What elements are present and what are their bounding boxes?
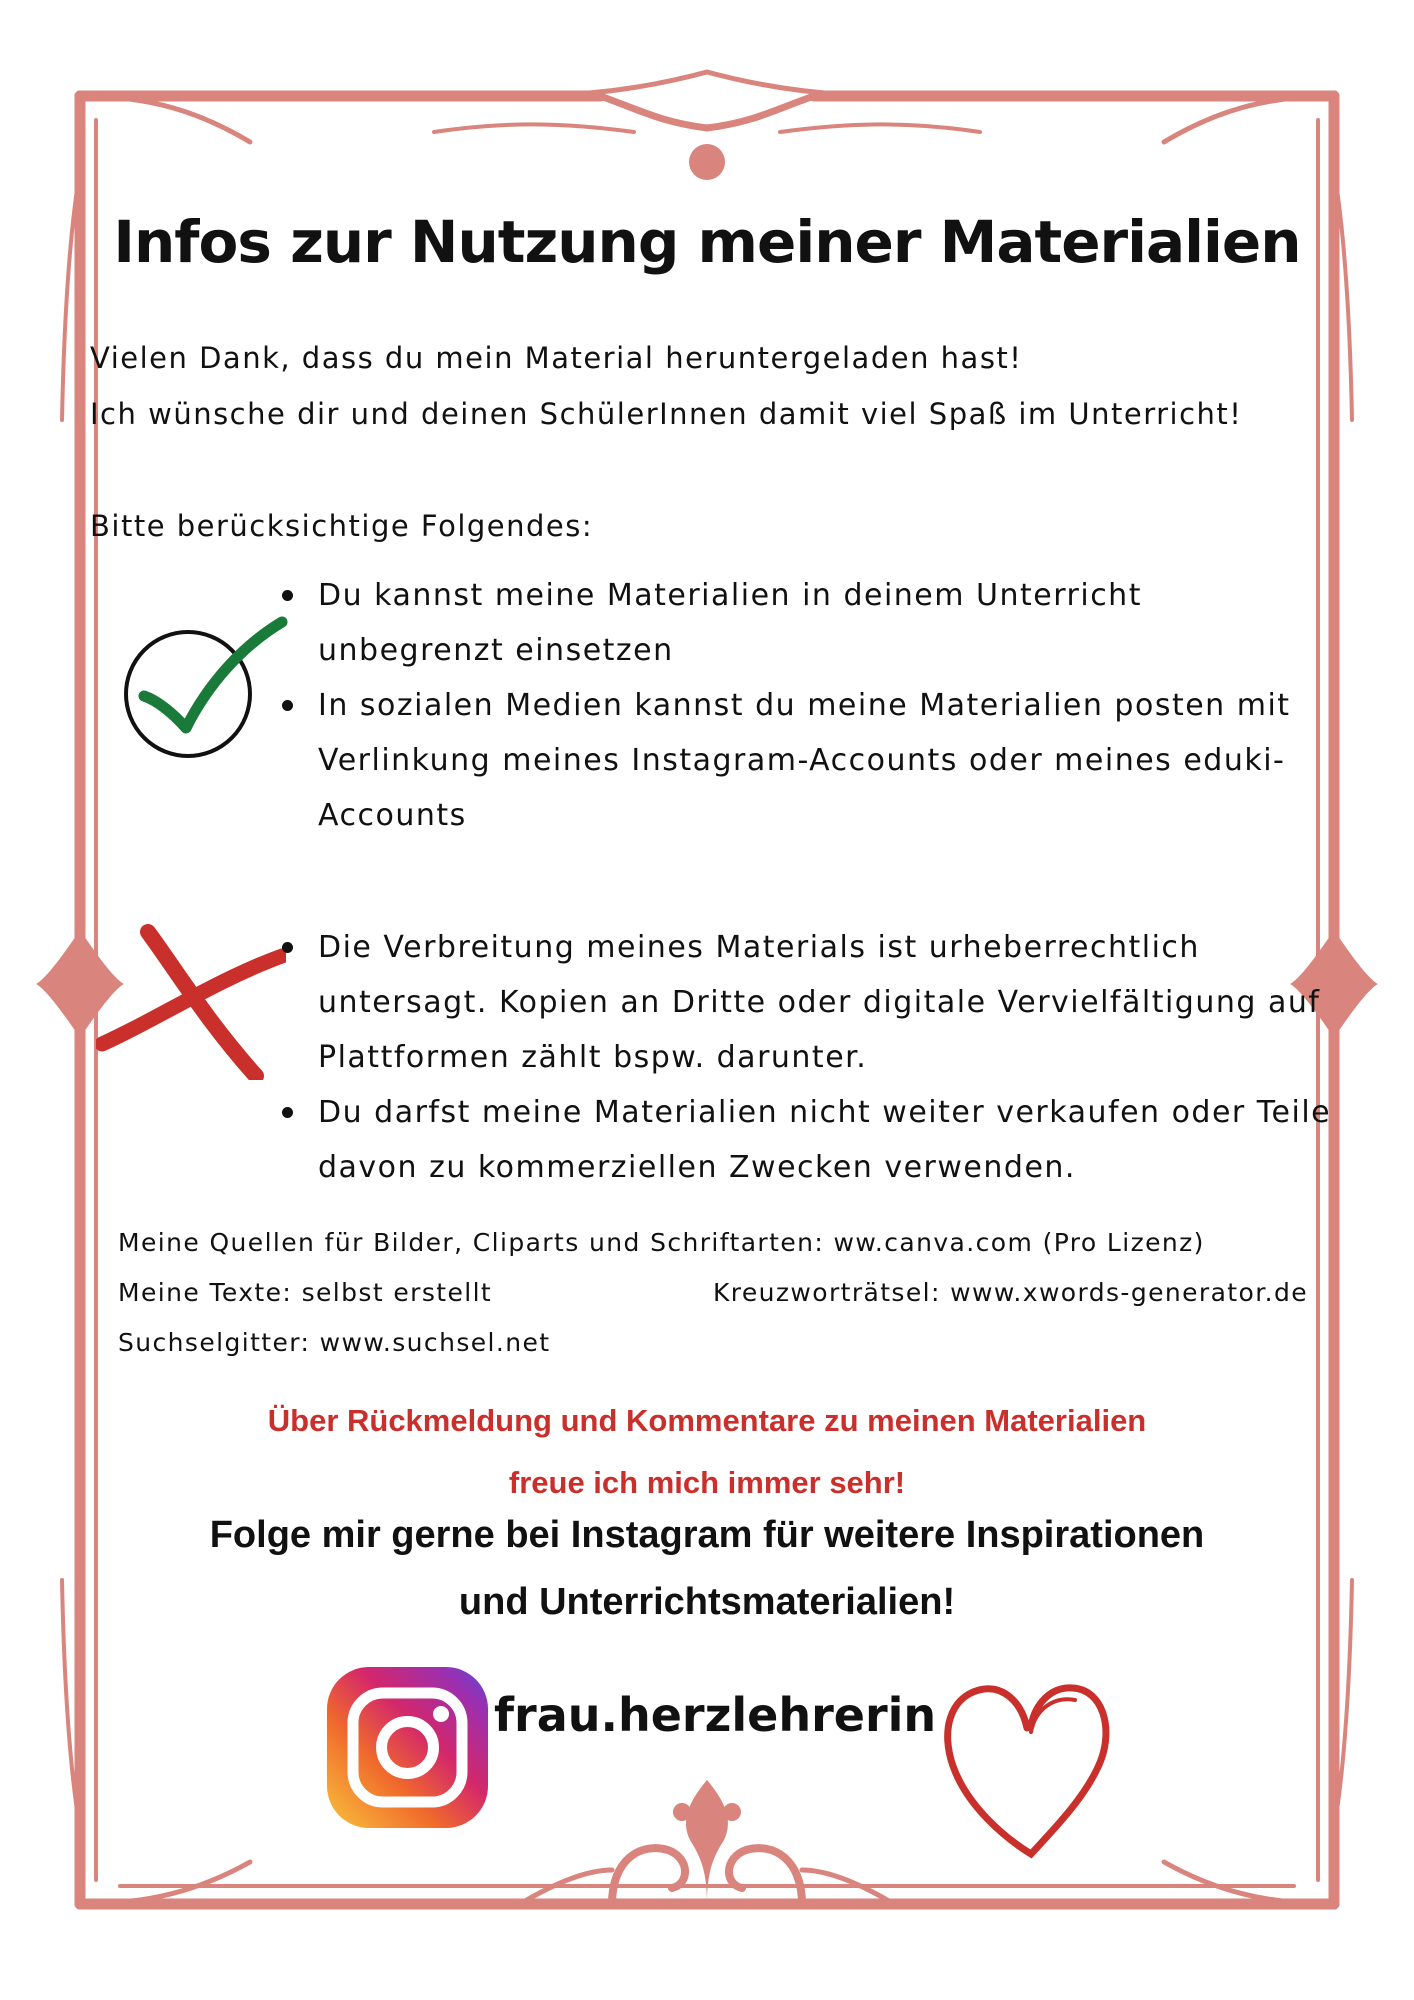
follow-line-2: und Unterrichtsmaterialien! xyxy=(458,1581,956,1623)
intro-wishes: Ich wünsche dir und deinen SchülerInnen damit viel Spaß im Unterricht! xyxy=(90,397,1243,431)
sources-wordsearch: Suchselgitter: www.suchsel.net xyxy=(118,1328,551,1357)
sources-block xyxy=(118,1218,1308,1368)
sources-media: Meine Quellen für Bilder, Cliparts und Schriftarten: ww.canva.com (Pro Lizenz) xyxy=(118,1228,1205,1257)
follow-note xyxy=(0,1502,1414,1636)
checkmark-icon xyxy=(112,612,292,762)
feedback-line-2: freue ich mich immer sehr! xyxy=(508,1465,906,1500)
page-title: Infos zur Nutzung meiner Materialien xyxy=(113,208,1301,276)
sources-texts: Meine Texte: selbst erstellt xyxy=(118,1278,493,1307)
feedback-note xyxy=(0,1390,1414,1514)
intro-notice: Bitte berücksichtige Folgendes: xyxy=(90,509,594,543)
intro-text xyxy=(90,330,1330,554)
forbidden-item: Du darfst meine Materialien nicht weiter verkaufen oder Teile davon zu kommerziellen Zwecken verwenden. xyxy=(278,1085,1338,1195)
feedback-line-1: Über Rückmeldung und Kommentare zu meinen Materialien xyxy=(267,1403,1147,1438)
allowed-list xyxy=(278,568,1338,843)
cross-icon xyxy=(96,920,286,1080)
heart-icon xyxy=(935,1670,1115,1860)
sources-crossword: Kreuzworträtsel: www.xwords-generator.de xyxy=(712,1278,1308,1307)
intro-thanks: Vielen Dank, dass du mein Material heruntergeladen hast! xyxy=(90,341,1023,375)
forbidden-list xyxy=(278,920,1338,1195)
follow-line-1: Folge mir gerne bei Instagram für weitere Inspirationen xyxy=(209,1514,1205,1556)
instagram-handle[interactable]: frau.herzlehrerin xyxy=(494,1688,937,1742)
allowed-item: Du kannst meine Materialien in deinem Unterricht unbegrenzt einsetzen xyxy=(278,568,1338,678)
instagram-icon[interactable] xyxy=(325,1665,490,1830)
allowed-item: In sozialen Medien kannst du meine Materialien posten mit Verlinkung meines Instagram-Accounts oder meines eduki-Accounts xyxy=(278,678,1338,843)
forbidden-item: Die Verbreitung meines Materials ist urheberrechtlich untersagt. Kopien an Dritte oder digitale Vervielfältigung auf Plattformen zählt bspw. darunter. xyxy=(278,920,1338,1085)
